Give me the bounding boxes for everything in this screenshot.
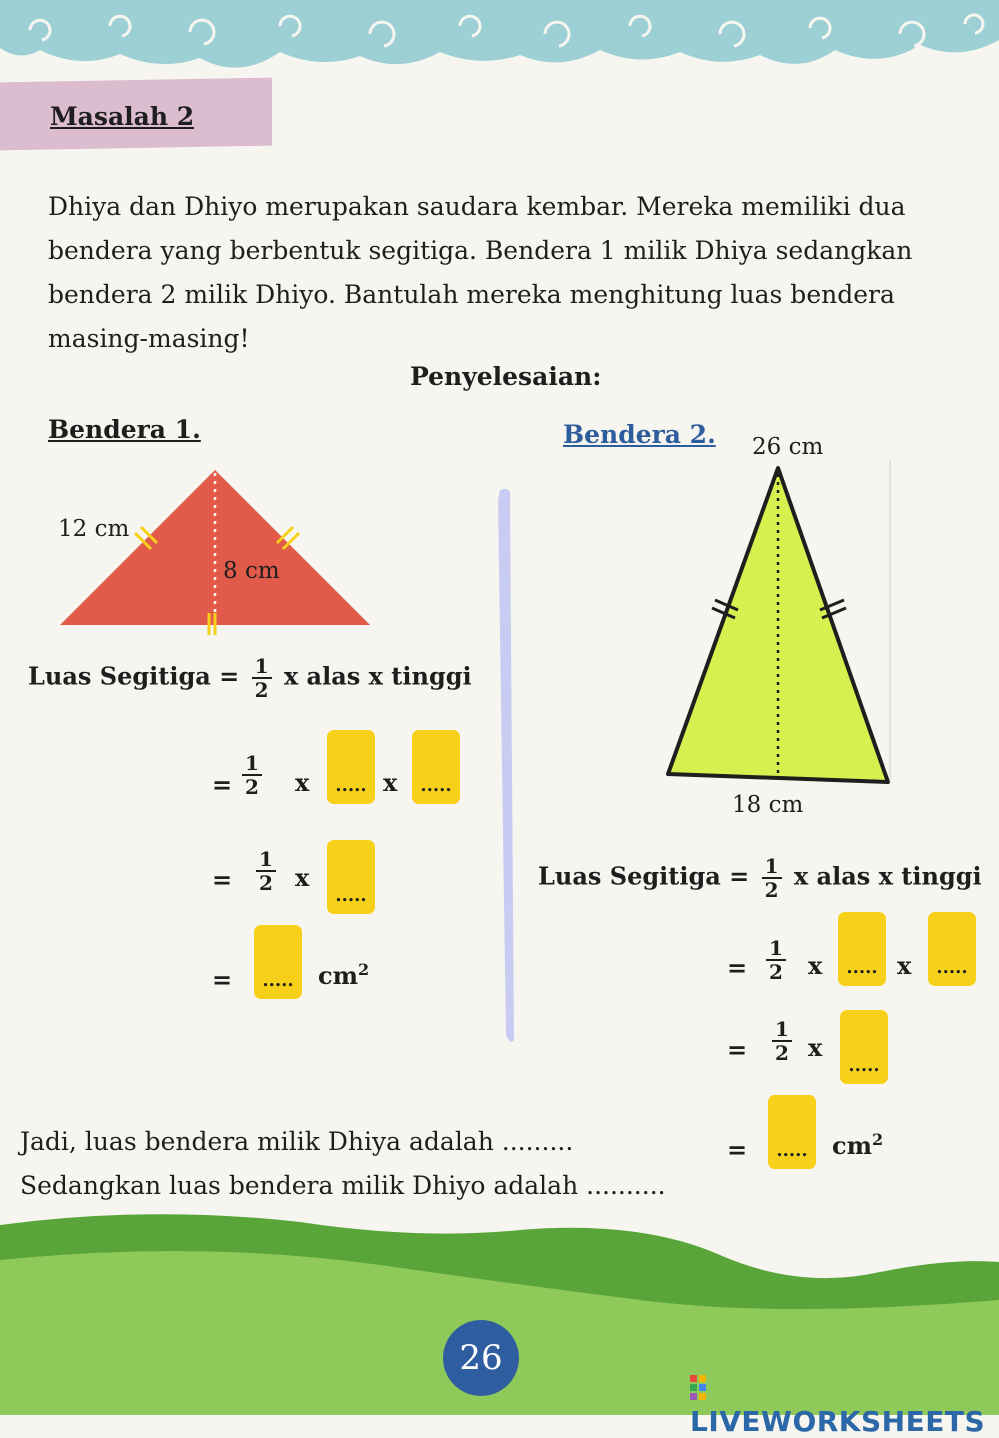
solution-heading: Penyelesaian: (410, 362, 602, 391)
flag1-formula-rest: x alas x tinggi (283, 661, 472, 691)
half-fraction: $\frac{1}{2}$ (762, 937, 790, 983)
half-fraction: $\frac{1}{2}$ (238, 752, 266, 798)
flag1-triangle (55, 465, 375, 645)
flag2-formula-rest: x alas x tinggi (793, 861, 982, 891)
flag1-title: Bendera 1. (48, 415, 201, 444)
brand-logo (690, 1372, 999, 1438)
flag2-formula (538, 855, 982, 901)
half-fraction: $\frac{1}{2}$ (762, 855, 782, 901)
cloud-header-icon (0, 0, 999, 68)
flag1-formula (28, 655, 472, 701)
brand-name: LIVEWORKSHEETS (690, 1405, 986, 1438)
flag1-height-input[interactable]: ..... (412, 730, 460, 804)
flag2-base-input[interactable]: ..... (838, 912, 886, 986)
equals-sign: = (727, 1035, 748, 1064)
flag1-product-input[interactable]: ..... (327, 840, 375, 914)
equals-sign: = (727, 1135, 748, 1164)
flag2-title: Bendera 2. (563, 420, 716, 449)
times-sign: x (295, 768, 310, 797)
times-sign: x (808, 1033, 823, 1062)
flag1-height-label: 8 cm (223, 558, 280, 584)
times-sign: x (897, 951, 912, 980)
half-fraction: $\frac{1}{2}$ (252, 848, 280, 894)
equals-sign: = (212, 770, 233, 799)
flag2-triangle (660, 460, 900, 790)
equals-sign: = (727, 953, 748, 982)
flag2-formula-label: Luas Segitiga = (538, 861, 750, 891)
flag1-side-label: 12 cm (58, 516, 130, 542)
page-number: 26 (443, 1320, 519, 1396)
conclusion-line-2: Sedangkan luas bendera milik Dhiyo adalah .......... (20, 1171, 666, 1200)
flag2-product-input[interactable]: ..... (840, 1010, 888, 1084)
page-title: Masalah 2 (50, 102, 195, 131)
flag1-base-input[interactable]: ..... (327, 730, 375, 804)
problem-statement: Dhiya dan Dhiyo merupakan saudara kembar. Mereka memiliki dua bendera yang berbentuk segitiga. Bendera 1 milik Dhiya sedangkan bendera 2 milik Dhiyo. Bantulah mereka menghitung luas bendera masing-masing! (48, 192, 913, 353)
times-sign: x (383, 768, 398, 797)
flag2-base-label: 18 cm (732, 792, 804, 818)
flag1-formula-label: Luas Segitiga = (28, 661, 240, 691)
flag2-height-input[interactable]: ..... (928, 912, 976, 986)
equals-sign: = (212, 965, 233, 994)
liveworksheets-logo-icon (690, 1375, 706, 1401)
equals-sign: = (212, 865, 233, 894)
half-fraction: $\frac{1}{2}$ (252, 655, 272, 701)
half-fraction: $\frac{1}{2}$ (768, 1018, 796, 1064)
conclusion-line-1: Jadi, luas bendera milik Dhiya adalah ......... (20, 1127, 574, 1156)
divider-line (498, 489, 514, 1042)
flag1-area-input[interactable]: ..... (254, 925, 302, 999)
times-sign: x (295, 863, 310, 892)
area-unit: $cm^2$ (832, 1130, 884, 1160)
flag2-height-label: 26 cm (752, 434, 824, 460)
conclusion (20, 1120, 666, 1208)
flag2-area-input[interactable]: ..... (768, 1095, 816, 1169)
area-unit: $cm^2$ (318, 960, 370, 990)
times-sign: x (808, 951, 823, 980)
